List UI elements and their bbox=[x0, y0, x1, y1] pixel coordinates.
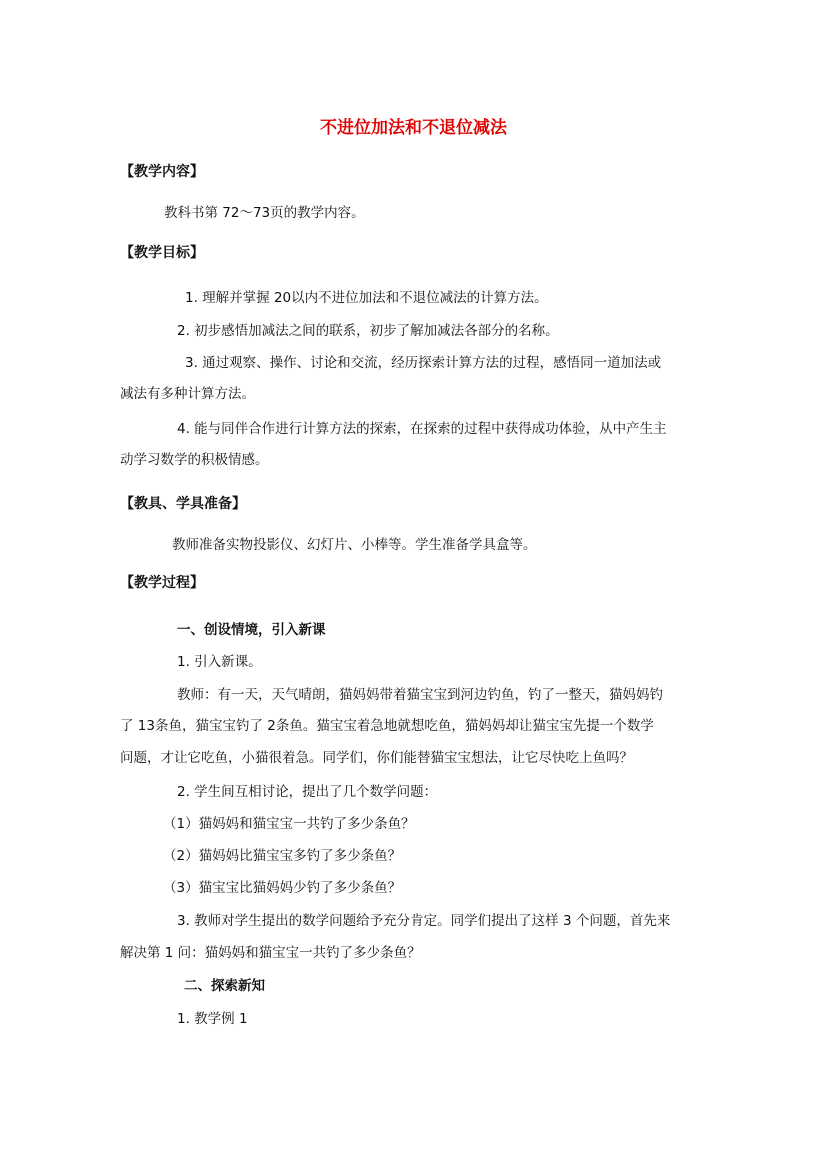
goal-item-4-line-1: 4. 能与同伴合作进行计算方法的探索，在探索的过程中获得成功体验，从中产生主 bbox=[177, 421, 667, 437]
process-step-3-line-2: 解决第 1 问：猫妈妈和猫宝宝一共钓了多少条鱼？ bbox=[120, 945, 421, 961]
goal-item-4-line-2: 动学习数学的积极情感。 bbox=[120, 452, 269, 468]
goal-item-2: 2. 初步感悟加减法之间的联系，初步了解加减法各部分的名称。 bbox=[177, 323, 559, 339]
part-2-title: 二、探索新知 bbox=[184, 978, 265, 994]
goal-item-3-line-2: 减法有多种计算方法。 bbox=[120, 386, 255, 402]
heading-teaching-process: 【教学过程】 bbox=[120, 575, 204, 591]
teaching-content-text: 教科书第 72～73页的教学内容。 bbox=[164, 205, 365, 221]
part-2-step-1: 1. 教学例 1 bbox=[177, 1011, 248, 1027]
heading-tools-preparation: 【教具、学具准备】 bbox=[120, 496, 246, 512]
teacher-line-1: 教师：有一天，天气晴朗，猫妈妈带着猫宝宝到河边钓鱼，钓了一整天，猫妈妈钓 bbox=[177, 687, 663, 703]
heading-teaching-goals: 【教学目标】 bbox=[120, 245, 204, 261]
process-step-3-line-1: 3. 教师对学生提出的数学问题给予充分肯定。同学们提出了这样 3 个问题，首先来 bbox=[177, 913, 671, 929]
teacher-line-2: 了 13条鱼，猫宝宝钓了 2条鱼。猫宝宝着急地就想吃鱼，猫妈妈却让猫宝宝先提一个数学 bbox=[120, 718, 654, 734]
process-step-1: 1. 引入新课。 bbox=[177, 654, 262, 670]
heading-teaching-content: 【教学内容】 bbox=[120, 164, 204, 180]
process-step-2: 2. 学生间互相讨论，提出了几个数学问题： bbox=[177, 784, 438, 800]
question-3: （3）猫宝宝比猫妈妈少钓了多少条鱼？ bbox=[163, 880, 402, 896]
part-1-title: 一、创设情境，引入新课 bbox=[177, 622, 326, 638]
goal-item-1: 1. 理解并掌握 20以内不进位加法和不退位减法的计算方法。 bbox=[185, 290, 548, 306]
question-2: （2）猫妈妈比猫宝宝多钓了多少条鱼？ bbox=[163, 848, 402, 864]
document-title: 不进位加法和不退位减法 bbox=[320, 118, 507, 138]
teacher-line-3: 问题，才让它吃鱼，小猫很着急。同学们，你们能替猫宝宝想法，让它尽快吃上鱼吗？ bbox=[120, 750, 633, 766]
goal-item-3-line-1: 3. 通过观察、操作、讨论和交流，经历探索计算方法的过程，感悟同一道加法或 bbox=[185, 355, 662, 371]
tools-text: 教师准备实物投影仪、幻灯片、小棒等。学生准备学具盒等。 bbox=[172, 537, 537, 553]
question-1: （1）猫妈妈和猫宝宝一共钓了多少条鱼？ bbox=[163, 816, 415, 832]
